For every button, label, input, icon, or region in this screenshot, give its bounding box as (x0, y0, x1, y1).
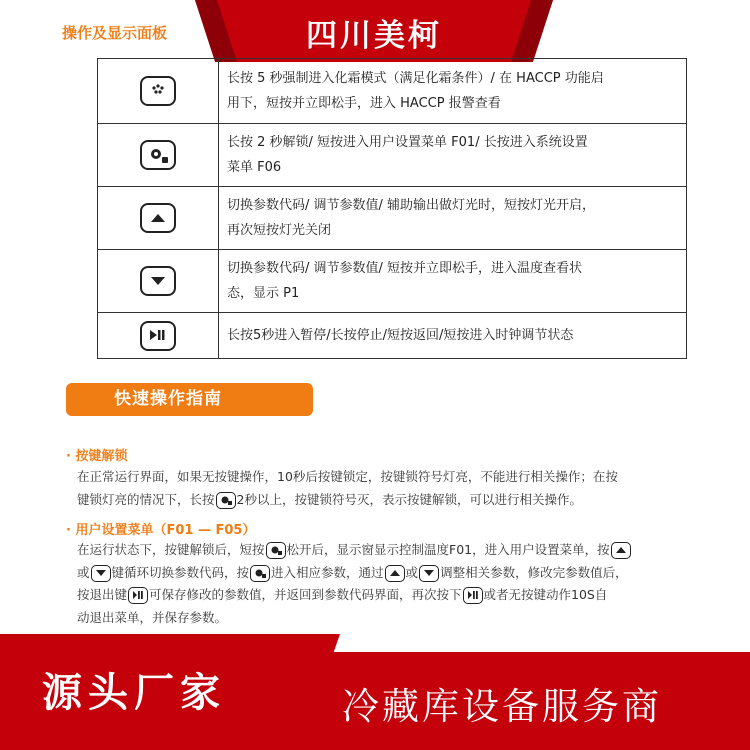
key-function-table (97, 58, 687, 359)
row-desc-line: 长按5秒进入暂停/长按停止/短按返回/短按进入时钟调节状态 (227, 328, 574, 343)
row-desc-line: 态，显示 P1 (227, 286, 300, 301)
paragraph-line: 动退出菜单，并保存参数。 (77, 609, 228, 625)
down-icon (419, 565, 439, 582)
row-desc-line: 用下，短按并立即松手，进入 HACCP 报警查看 (227, 96, 501, 111)
row-desc-line: 长按 5 秒强制进入化霜模式（满足化霜条件）/ 在 HACCP 功能启 (227, 71, 604, 86)
table-row (98, 313, 687, 359)
up-icon (385, 565, 405, 582)
paragraph-line: 在正常运行界面，如果无按键操作，10秒后按键锁定，按键锁符号灯亮，不能进行相关操作；在按 (77, 469, 618, 484)
settings-lock-icon (140, 140, 176, 170)
section-body-user-menu (77, 539, 717, 629)
footer-left-text: 源头厂家 (42, 670, 226, 716)
footer-right-text: 冷藏库设备服务商 (342, 685, 662, 728)
down-icon (91, 565, 111, 582)
row-desc-line: 切换参数代码/ 调节参数值/ 短按并立即松手，进入温度查看状 (227, 261, 583, 276)
section-body-unlock (77, 466, 717, 511)
down-icon (140, 266, 176, 296)
table-row (98, 250, 687, 313)
row-desc-line: 长按 2 秒解锁/ 短按进入用户设置菜单 F01/ 长按进入系统设置 (227, 135, 588, 150)
paragraph-line: 在运行状态下，按键解锁后，短按 松开后，显示窗显示控制温度F01，进入用户设置菜单，按 (77, 539, 717, 562)
table-row (98, 124, 687, 187)
table-row (98, 187, 687, 250)
settings-lock-icon (250, 565, 270, 582)
table-row (98, 59, 687, 124)
panel-title: 操作及显示面板 (62, 24, 168, 42)
settings-lock-icon (266, 542, 286, 559)
row-desc-line: 再次短按灯光关闭 (227, 223, 332, 238)
section-title-user-menu: · 用户设置菜单（F01 — F05） (66, 523, 256, 538)
brand-banner (215, 0, 533, 62)
paragraph-line: 按退出键 可保存修改的参数值，并返回到参数代码界面，再次按下 或者无按键动作10S自 (77, 587, 608, 602)
play-pause-icon (140, 321, 176, 351)
paragraph-line: 键锁灯亮的情况下，长按 2秒以上，按键锁符号灭，表示按键解锁，可以进行相关操作。 (77, 491, 582, 507)
up-icon (140, 203, 176, 233)
section-title-unlock: · 按键解锁 (66, 449, 128, 464)
play-pause-icon (463, 587, 483, 604)
paragraph-line: 或 键循环切换参数代码，按 进入相应参数，通过 或 调整相关参数，修改完参数值后， (77, 564, 628, 580)
row-desc-line: 菜单 F06 (227, 160, 282, 175)
row-desc-line: 切换参数代码/ 调节参数值/ 辅助输出做灯光时，短按灯光开启， (227, 198, 596, 213)
quick-guide-banner: 快速操作指南 (66, 383, 313, 416)
play-pause-icon (128, 587, 148, 604)
defrost-icon (140, 76, 176, 106)
settings-lock-icon (216, 492, 236, 509)
up-icon (611, 542, 631, 559)
brand-name: 四川美柯 (306, 18, 442, 54)
